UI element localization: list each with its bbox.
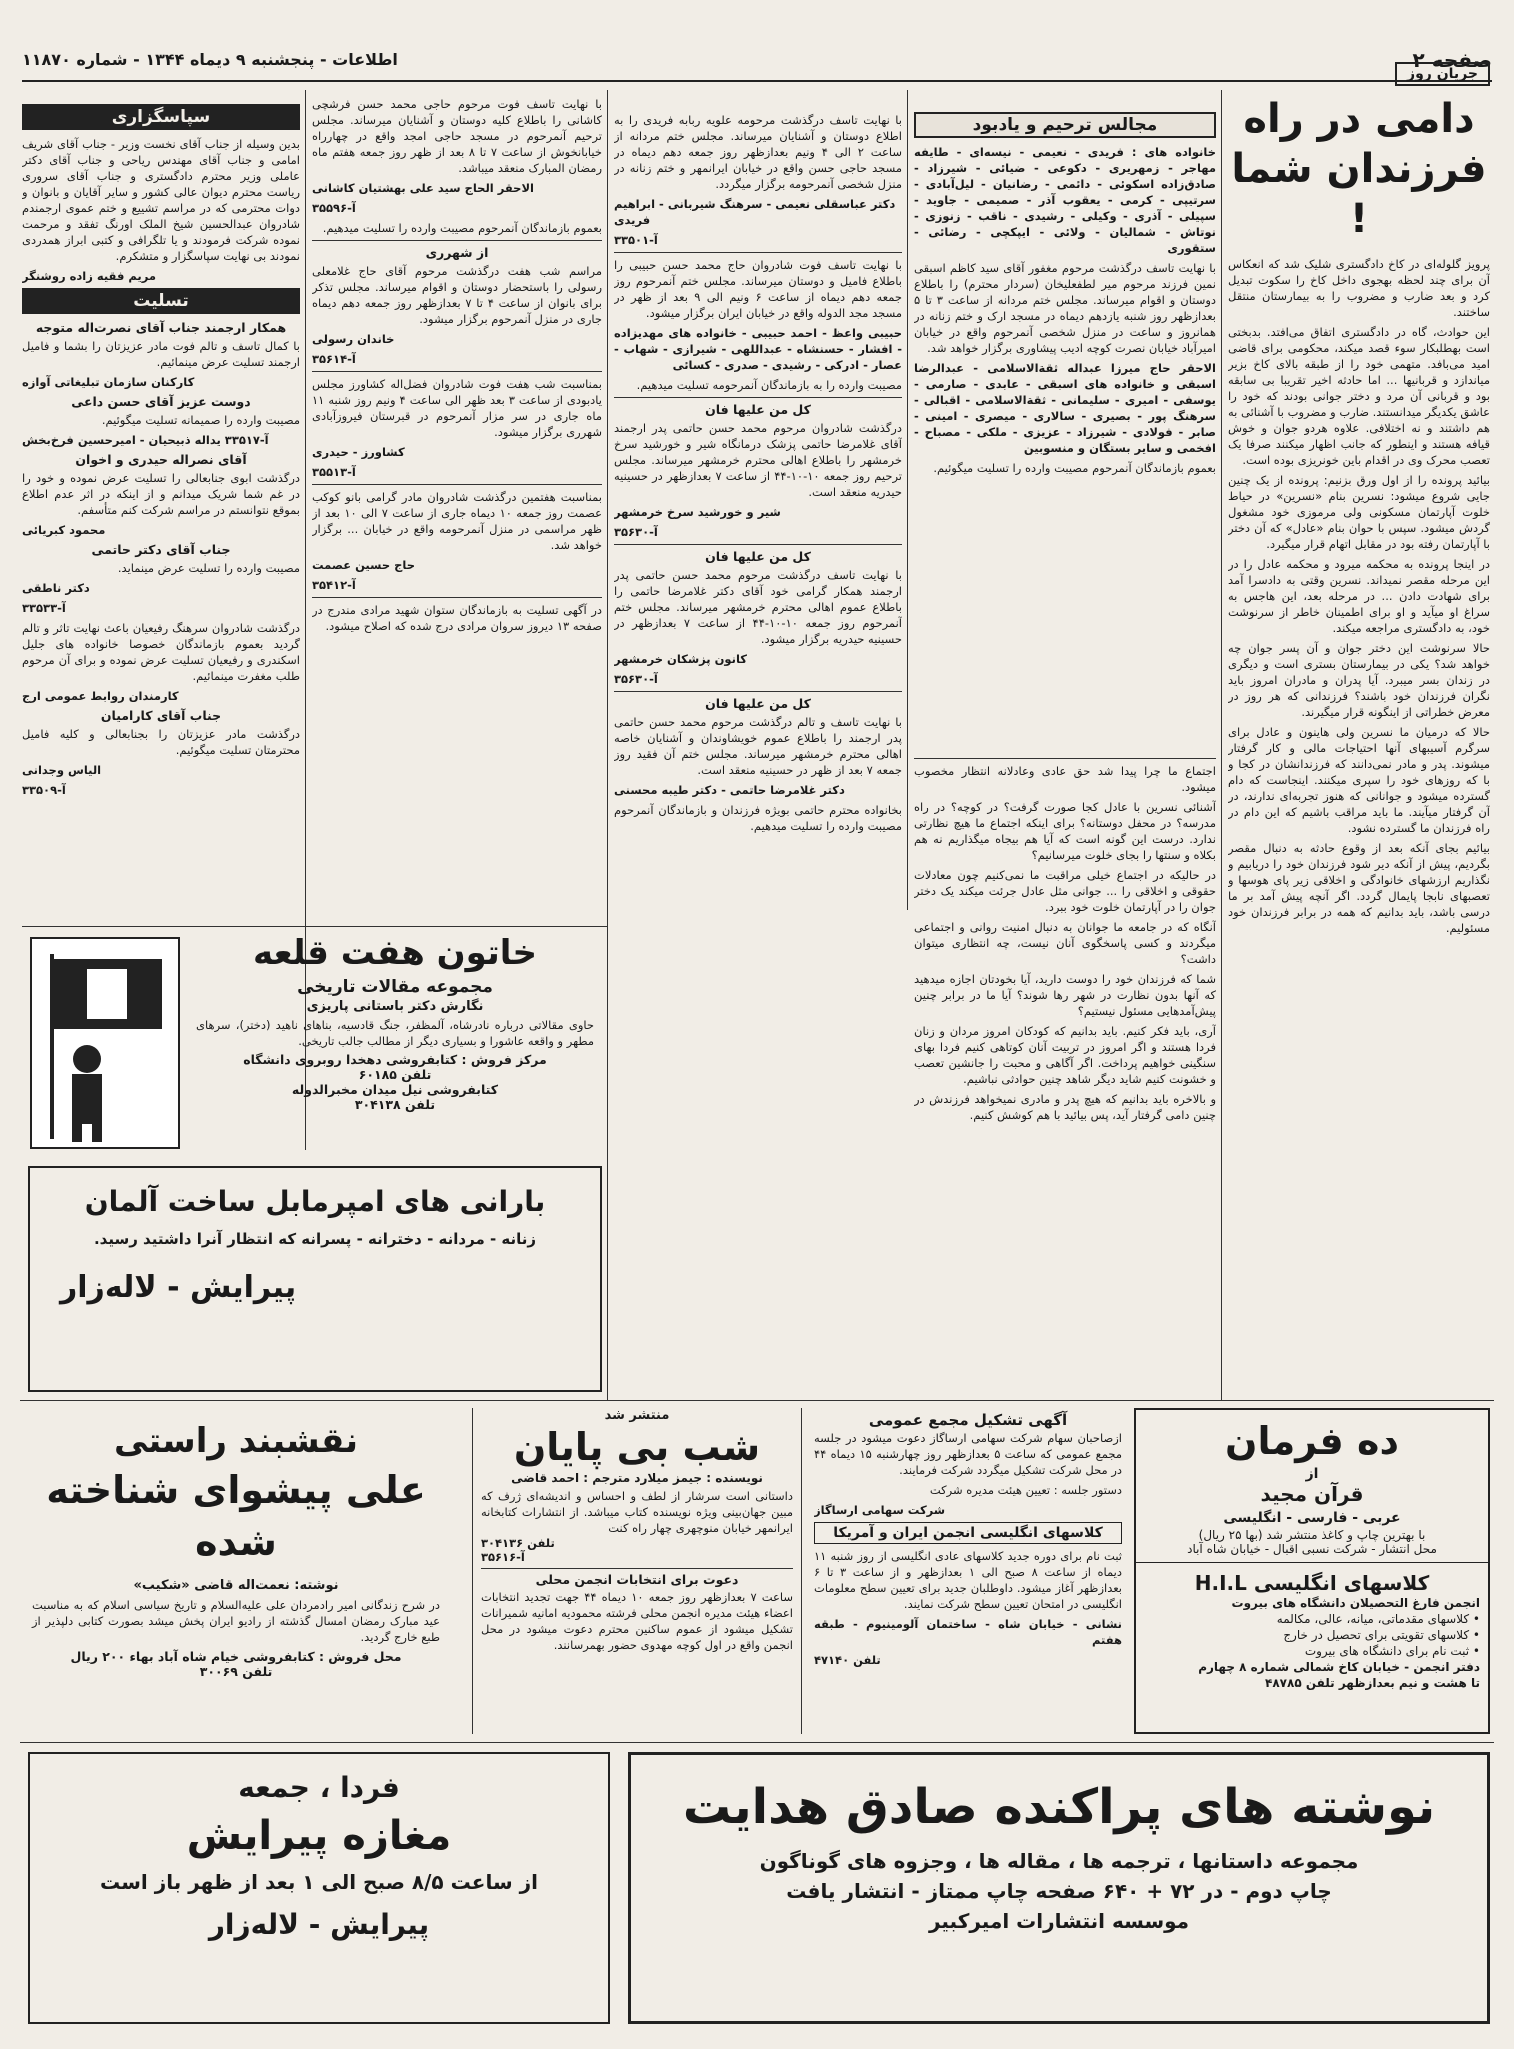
article-paragraph: در حالیکه در اجتماع خیلی مراقبت ما نمی‌کنیم چون معادلات حقوقی و اخلاقی را ... جوانی مثل عادل جرئت میکند یک دختر جوان را در آپارتمان خلوت خود ببرد. xyxy=(914,868,1216,914)
khatun-dist2: کتابفروشی نیل میدان مخبرالدوله xyxy=(291,1082,499,1097)
dahfarman-ad xyxy=(1134,1408,1490,1734)
shab-code: آ-۳۵۶۱۶ xyxy=(481,1550,525,1564)
khatun-author: نگارش دکتر باستانی پاریزی xyxy=(306,999,484,1014)
majma-agenda: دستور جلسه : تعیین هیئت مدیره شرکت xyxy=(929,1483,1122,1497)
column-rule xyxy=(1221,90,1222,1400)
notice-text: بدین وسیله از جناب آقای نخست وزیر - جناب آقای شریف امامی و جناب آقای مهندس ریاحی و جناب آقای دکتر عاملی وزیر محترم دادگستری و جناب آقای سروری ریاست محترم دیوان عالی کشور و سایر آقایان و بانوان و دوات محترمی که در مراسم تشییع و ختم عموی ارجمندم شادروان عبدالحسین شیخ الملک اورنگ تفقد و مرحمت نموده شرکت فرمودند و یا تلگرافی و کتبی ابراز همدردی نمودند بی نهایت سپاسگزار و متشکرم. xyxy=(22,137,300,263)
notice-text: با نهایت تاسف فوت شادروان حاج محمد حسن حبیبی را باطلاع فامیل و دوستان میرساند. مجلس ختم آنمرحوم روز جمعه دهم دیماه از ساعت ۶ ونیم الی ۹ بعد از ظهر در مسجد مجد الدوله واقع در خیابان ایران برگزار میشود. xyxy=(614,258,902,320)
flag-illustration xyxy=(30,937,180,1149)
notice-signature: محمود کبریائی xyxy=(22,523,106,537)
notice-text: درگذشت شادروان سرهنگ رفیعیان باعث نهایت تاثر و تالم گردید بعموم بازماندگان خصوصا خانواده های جلیل اسکندری و رفیعیان تسلیت عرض نموده و برای آن مرحوم طلب مغفرت مینمائیم. xyxy=(22,621,300,683)
hedayat-title: نوشته های پراکنده صادق هدایت xyxy=(682,1779,1436,1835)
hedayat-line: مجموعه داستانها ، ترجمه ها ، مقاله ها ، وجزوه های گوناگون xyxy=(759,1849,1359,1873)
article-paragraph: پرویز گلوله‌ای در کاخ دادگستری شلیک شد که انعکاس آن برای چند لحظه بهجوی داخل کاخ را سکوت تبدیل کرد و بعد ضارب و مضروب را به بیمارستان منتقل ساختند. xyxy=(1228,257,1490,319)
shab-title: شب بی پایان xyxy=(513,1425,761,1469)
notice-heading: دوست عزیز آقای حسن داعی xyxy=(71,394,251,409)
notice-families: حبیبی واعظ - احمد حبیبی - خانواده های مهدیزاده - افشار - حسنشاه - عبداللهی - شیرازی - شهاب - عصار - ادرکی - رشیدی - صدری - کسائی xyxy=(614,326,902,372)
dahfarman-description: با بهترین چاپ و کاغذ منتشر شد (بها ۲۵ ریال) xyxy=(1198,1528,1426,1542)
notice-text: با نهایت تاسف درگذشت مرحوم مغفور آقای سید کاظم اسبقی نمین فرزند مرحوم میر لطفعلیخان (سردار محترم) را باطلاع دوستان و اقوام میرساند. مجلس ختم مردانه از ساعت ۳ تا ۵ بعدازظهر روز شنبه یازدهم دیماه در مسجد ارک و ختم زنانه در همانروز و ساعت در منزل شخصی آنمرحوم واقع در خیابان امیرآباد خیابان نصرت کوچه ادیب پیشاوری برگزار خواهد شد. xyxy=(914,261,1216,355)
notice-heading: آقای نصراله حیدری و اخوان xyxy=(75,452,247,467)
majma-and-classes xyxy=(814,1408,1122,1734)
khatun-text xyxy=(190,931,600,1157)
hedayat-line: چاپ دوم - در ۷۲ + ۶۴۰ صفحه چاپ ممتاز - انتشار یافت xyxy=(786,1879,1332,1903)
notice-code: آ-۳۳۵۰۱ xyxy=(614,233,658,247)
notice-divider xyxy=(614,544,902,545)
classes-address: نشانی - خیابان شاه - ساختمان آلومینیوم - طبقه هفتم xyxy=(814,1617,1122,1647)
farda-shop: مغازه پیرایش xyxy=(186,1813,452,1859)
flag-bearer-icon xyxy=(32,939,178,1147)
shab-pre: منتشر شد xyxy=(604,1408,670,1423)
notice-text: با نهایت تاسف درگذشت مرحومه علویه ربابه فریدی را به اطلاع دوستان و آشنایان میرساند. مجلس ختم مردانه از ساعت ۲ الی ۴ ونیم بعدازظهر روز جمعه دهم دیماه در مسجد حاجی حسن واقع در خیابان ایرانمهر و ختم زنانه در منزل شخصی آنمرحومه برگزار میگردد. xyxy=(614,113,902,191)
ali-phone: تلفن ۳۰۰۶۹ xyxy=(199,1664,273,1679)
notice-signature: دکتر غلامرضا حاتمی - دکتر طیبه محسنی xyxy=(614,783,845,797)
notice-divider xyxy=(312,484,602,485)
dahfarman-distributor: محل انتشار - شرکت نسبی اقبال - خیابان شاه آباد xyxy=(1136,1542,1488,1563)
notice-heading: کل من علیها فان xyxy=(705,696,811,711)
article-paragraph: آشنائی نسرین با عادل کجا صورت گرفت؟ در کوچه؟ در راه مدرسه؟ در محفل دوستانه؟ برای اینکه اجتماع ما هیچ نظارتی ندارد. درست این گونه است که آیا هم بیجاه میگذاریم نه هم بکلاه و سنتها را بجای خلوت میرسانیم؟ xyxy=(914,800,1216,862)
notice-divider xyxy=(614,397,902,398)
hil-details xyxy=(1136,1595,1488,1691)
farda-address: پیرایش - لاله‌زار xyxy=(208,1908,430,1941)
notice-text: بمناسبت هفتمین درگذشت شادروان مادر گرامی بانو کوکب عصمت روز جمعه ۱۰ دیماه جاری از ساعت ۷ الی ۱۰ بعد از ظهر مراسمی در منزل آنمرحومه واقع در خیابان ... برگزار خواهد شد. xyxy=(312,490,602,552)
ali-description: در شرح زندگانی امیر رادمردان علی علیه‌السلام و تاریخ سیاسی اسلام که به مناسبت عید مبارک رمضان امسال گذشته از رادیو ایران پخش میشد بصورت کتابی دلپذیر از طبع خارج گردید. xyxy=(32,1598,440,1644)
notice-signature: کارکنان سازمان تبلیغاتی آوازه xyxy=(22,375,195,389)
anjoman-text: ساعت ۷ بعدازظهر روز جمعه ۱۰ دیماه ۴۴ جهت تجدید انتخابات اعضاء هیئت مدیره انجمن محلی فرشته محمودیه امانیه شمیرانات تشکیل میشود از عموم ساکنین محترم دعوت میشود در محل انجمن واقع در اول کوچه مهدوی حضور بهمرسانند. xyxy=(481,1590,794,1652)
notice-signature: خاندان رسولی xyxy=(312,332,395,346)
notice-code: آ-۳۵۴۱۲ xyxy=(312,578,356,592)
notice-code: آ-۳۳۵۳۳ xyxy=(22,601,66,615)
hil-line: دفتر انجمن - خیابان کاخ شمالی شماره ۸ چهارم xyxy=(1198,1660,1480,1674)
hedayat-publisher: موسسه انتشارات امیرکبیر xyxy=(928,1909,1190,1933)
notice-code: آ-۳۳۵۰۹ xyxy=(22,783,66,797)
classes-title: کلاسهای انگلیسی انجمن ایران و آمریکا xyxy=(814,1522,1122,1544)
page-number: صفحه ۲ xyxy=(1412,48,1492,72)
notice-code: آ-۳۵۶۳۰ xyxy=(614,525,658,539)
sepasgozari-title: سپاسگزاری xyxy=(22,104,300,130)
majales-title: مجالس ترحیم و یادبود xyxy=(914,112,1216,138)
notice-text: درگذشت شادروان مرحوم محمد حسن حاتمی پدر ارجمند آقای غلامرضا حاتمی پزشک درمانگاه شیر و خورشید سرخ خرمشهر را باطلاع اهالی محترم خرمشهر میرساند. مجلس ترحیم روز جمعه ۱۰-۱۰-۴۴ از ساعت ۷ بعدازظهر در حسینیه حیدریه منعقد است. xyxy=(614,421,902,499)
notice-heading: از شهرری xyxy=(425,245,489,260)
dahfarman-title: ده فرمان xyxy=(1225,1419,1399,1463)
notice-signature: کشاورز - حیدری xyxy=(312,445,405,459)
khatun-subtitle: مجموعه مقالات تاریخی xyxy=(297,977,493,997)
notice-text: درگذشت مادر عزیزتان را بجنابعالی و کلیه فامیل محترمتان تسلیت میگوئیم. xyxy=(22,727,300,757)
notice-divider xyxy=(312,240,602,241)
notice-footer: بعموم بازماندگان آنمرحوم مصیبت وارده را تسلیت میگوئیم. xyxy=(933,461,1216,475)
dahfarman-langs: عربی - فارسی - انگلیسی xyxy=(1223,1510,1401,1526)
shab-description: داستانی است سرشار از لطف و احساس و اندیشه‌ای ژرف که مبین جهان‌بینی ویژه نویسنده کتاب میباشد. از انتشارات کتابخانه ایرانمهر خیابان منوچهری چهار راه کنت xyxy=(481,1489,793,1535)
article-continuation xyxy=(914,758,1216,1398)
notice-text: با نهایت تاسف و تالم درگذشت مرحوم محمد حسن حاتمی پدر ارجمند را باطلاع عموم خویشاوندان و آشنایان خاصه اهالی محترم خرمشهر میرساند. مجلس ختم آن فقید روز جمعه ۷ بعد از ظهر در حسینیه منعقد است. xyxy=(614,715,902,777)
notice-heading: کل من علیها فان xyxy=(705,549,811,564)
notice-signature: الاحقر حاج میرزا عبداله ثقةالاسلامی - عبدالرضا اسبقی و خانواده های اسبقی - عابدی - صارمی - یوسفی - امیری - سلیمانی - ثقةالاسلامی - اقبالی - سرهنگ پور - بصیری - سالاری - میصری - امینی - صابر - فولادی - شیرزاد - عزیزی - ملکی - مصباح - افخمی و سایر بستگان و منسوبین xyxy=(914,361,1216,455)
dahfarman-book: قرآن مجید xyxy=(1260,1482,1364,1506)
majales-column xyxy=(914,112,1216,752)
hil-title: کلاسهای انگلیسی H.I.L xyxy=(1194,1571,1430,1595)
farda-hours: از ساعت ۸/۵ صبح الی ۱ بعد از ظهر باز است xyxy=(100,1870,538,1894)
notice-divider xyxy=(312,597,602,598)
barani-ad xyxy=(28,1166,602,1392)
article-paragraph: در اینجا پرونده به محکمه میرود و محکمه عادل را در این مرحله مقصر نمیداند. نسرین وقتی به دادسرا آمد برای شهادت دادن ... در مرحله بعد، این هاجس به سراغ او میآید و او برای اطمینان خاطر از سرنوشت خود، به دادگستری مراجعه میکند. xyxy=(1228,557,1490,635)
article-paragraph: حالا سرنوشت این دختر جوان و آن پسر جوان چه خواهد شد؟ یکی در بیمارستان بستری است و دیگری در زندان بسر میبرد. آیا پدران و مادران امروز باید نگران فرزندان خود باشند؟ فرزندانی که هر روز در معرض خطراتی از اینگونه قرار میگیرند. xyxy=(1228,641,1490,719)
barani-title: بارانی های امپرمابل ساخت آلمان xyxy=(84,1185,546,1218)
notice-signature: حاج حسین عصمت xyxy=(312,558,416,572)
shab-credits: نویسنده : جیمز میلارد مترجم : احمد قاضی xyxy=(511,1471,763,1485)
khatun-title: خاتون هفت قلعه xyxy=(252,933,538,973)
khatun-phone1: تلفن ۶۰۱۸۵ xyxy=(358,1067,432,1082)
notice-families: خانواده های : فریدی - نعیمی - نیسه‌ای - طایفه مهاجر - زمهریری - دکوعی - ضیائی - شیرزاد - صادق‌زاده اسکوئی - دائمی - رضانیان - لیل‌آبادی - سرتیپی - کرمی - یعقوب آذر - صمیمی - جاوید - سپیلی - آذری - وکیلی - رشیدی - ناقب - زنوزی - نوتاش - شمالیان - ولائی - ایپکچی - رضائی - ستقوری xyxy=(914,145,1216,255)
notice-signature: دکتر عباسقلی نعیمی - سرهنگ شیربانی - ابراهیم فریدی xyxy=(614,197,896,227)
notice-heading: کل من علیها فان xyxy=(705,402,811,417)
ali-book-ad xyxy=(22,1408,450,1734)
notice-divider xyxy=(614,691,902,692)
notice-signature: الیاس وجدانی xyxy=(22,763,102,777)
hil-line: تا هشت و نیم بعدازظهر تلفن ۴۸۷۸۵ xyxy=(1265,1676,1480,1690)
article-paragraph: اجتماع ما چرا پیدا شد حق عادی وعادلانه انتظار مخصوب میشود. xyxy=(914,764,1216,794)
notice-text: مراسم شب هفت درگذشت مرحوم آقای حاج غلامعلی رسولی را باستحضار دوستان و اقوام میرساند. مجلس تذکر برای بانوان از ساعت ۴ تا ۷ بعدازظهر روز جمعه دهم دیماه جاری در منزل آنمرحوم برگزار میشود. xyxy=(312,264,602,326)
notice-text: مصیبت وارده را تسلیت عرض مینماید. xyxy=(117,561,300,575)
pirayesh-ad xyxy=(28,1752,610,2024)
jaryan-ruz-kicker: جریان روز xyxy=(1395,62,1490,86)
notice-heading: همکار ارجمند جناب آقای نصرت‌اله متوجه xyxy=(35,320,287,335)
barani-subtitle: زنانه - مردانه - دخترانه - پسرانه که انتظار آنرا داشتید رسید. xyxy=(93,1230,537,1248)
notice-text: بمناسبت شب هفت فوت شادروان فضل‌اله کشاورز مجلس یادبودی از ساعت ۳ بعد ظهر الی ساعت ۴ ونیم روز شنبه ۱۱ ماه جاری در سر مزار آنمرحوم در قبرستان فیروزآبادی شهرری برگزار میشود. xyxy=(312,377,602,439)
notice-text: با کمال تاسف و تالم فوت مادر عزیزتان را بشما و فامیل ارجمند تسلیت عرض مینمائیم. xyxy=(22,339,300,369)
section-rule xyxy=(20,1742,1494,1743)
notice-footer: بخانواده محترم حاتمی بویژه فرزندان و بازماندگان آنمرحوم مصیبت وارده را تسلیت میدهیم. xyxy=(614,803,902,833)
article-paragraph: و بالاخره باید بدانیم که هیچ پدر و مادری نمیخواهد فرزندش در چنین دامی گرفتار آید، پس بیائید با هم کوشش کنیم. xyxy=(914,1092,1216,1122)
hil-line: انجمن فارغ التحصیلان دانشگاه های بیروت xyxy=(1231,1596,1480,1610)
notices-column xyxy=(614,112,902,1397)
hedayat-ad xyxy=(628,1752,1490,2024)
majma-title: آگهی تشکیل مجمع عمومی xyxy=(868,1411,1068,1429)
article-paragraph: بیائید پرونده را از اول ورق بزنیم: پرونده از یک چنین جایی شروع میشود: نسرین بنام «نسرین» در حیاط خلوت آپارتمان مسکونی ولی مرموزی خود مشغول گردش میشود. سپس با حوان بنام «عادل» که آن دختر با آپارتمان رفته بود در مقابل اتهام قرار میگیرد. xyxy=(1228,473,1490,551)
tasliat-column xyxy=(22,104,300,924)
notice-heading: جناب آقای کارامیان xyxy=(100,708,222,723)
article-paragraph: شما که فرزندان خود را دوست دارید، آیا بخودتان اجازه میدهید که آنها بدون نظارت در شهر رها شوند؟ آیا ما در برابر چنین پیش‌آمدهایی مسئول نیستیم؟ xyxy=(914,972,1216,1018)
notice-text: مصیبت وارده را صمیمانه تسلیت میگوئیم. xyxy=(101,413,300,427)
notice-signature: کارمندان روابط عمومی ارج xyxy=(22,689,179,703)
column-rule xyxy=(607,90,608,1400)
tasliat-title: تسلیت xyxy=(22,288,300,314)
notice-code: آ-۳۵۶۱۴ xyxy=(312,352,356,366)
classes-text: ثبت نام برای دوره جدید کلاسهای عادی انگلیسی از روز شنبه ۱۱ دیماه از ساعت ۸ صبح الی ۱ بعدازظهر و از ساعت ۳ تا ۶ بعدازظهر آغاز میشود. داوطلبان جدید برای تعیین سطح معلومات انگلیسی در امتحان تعیین سطح شرکت نمایند. xyxy=(814,1549,1122,1611)
notice-code: آ-۳۵۵۹۶ xyxy=(312,201,356,215)
notice-code: آ-۳۵۵۱۳ xyxy=(312,465,356,479)
correction-notice: در آگهی تسلیت به بازماندگان ستوان شهید مرادی مندرج در صفحه ۱۳ دیروز سروان مرادی درج شده که اصلاح میشود. xyxy=(312,603,602,633)
notice-heading: جناب آقای دکتر حاتمی xyxy=(91,542,231,557)
ali-title: علی پیشوای شناخته شده xyxy=(46,1468,426,1564)
notice-signature: مریم فقیه زاده روشنگر xyxy=(22,269,156,283)
classes-phone: تلفن ۴۷۱۴۰ xyxy=(814,1653,881,1667)
notice-signature: کانون پزشکان خرمشهر xyxy=(614,652,747,666)
article-paragraph: این حوادث، گاه در دادگستری اتفاق می‌افتد. بدبختی است بهطلبکار سوء قصد میکند، محکومی برای قاضی امید می‌بافد. متهمی خود را از طبقه بالای کاخ بزیر میاندازد و قربانیها ... اما حادثه اخیر تقریبا بی سابقه بود و قربانی آن مرد و دختر جوانی بودند که خود را عاشق یکدیگر میدانستند. ضارب و مضروب با آشنائی به هم داشتند و نه اختلافی. علاوه هردو جوان و خوش قیافه هستند و اینطور که جانب اظهار میکنند صرفا یک تعصب محرک وی در اقدام باین خونریزی بوده است. xyxy=(1228,325,1490,467)
notice-text: با نهایت تاسف فوت مرحوم حاجی محمد حسن فرشچی کاشانی را باطلاع کلیه دوستان و آشنایان میرساند. مجلس ترحیم آنمرحوم در مسجد حاجی امجد واقع در چهارراه خیابانخوش از ساعت ۷ تا ۸ بعد از ظهر روز جمعه هفتم ماه رمضان المبارک منعقد میباشد. xyxy=(312,97,602,175)
farda-line: فردا ، جمعه xyxy=(238,1771,400,1804)
khatun-phone2: تلفن ۳۰۴۱۳۸ xyxy=(354,1097,436,1112)
notice-signature: شیر و خورشید سرخ خرمشهر xyxy=(614,505,781,519)
hil-line: • کلاسهای تقویتی برای تحصیل در خارج xyxy=(1283,1628,1480,1642)
notice-signature: دکتر ناطقی xyxy=(22,581,90,595)
article-paragraph: بیائیم بجای آنکه بعد از وقوع حادثه به دنبال مقصر بگردیم، پیش از آنکه دیر شود فرزندان خود را دریابیم و نگذاریم ارزشهای خانوادگی و اخلاقی زیر پای هوسها و تعصبهای نابجا پایمال گردد. اگر آنچه پیش آمد بر ما درسی باشد، باید بدانیم که همه در برابر فرزندان خود مسئولیم. xyxy=(1228,841,1490,935)
issue-info: اطلاعات - پنجشنبه ۹ دیماه ۱۳۴۴ - شماره ۱۱۸۷۰ xyxy=(22,50,398,69)
notice-signature: الاحقر الحاج سید علی بهشتیان کاشانی xyxy=(312,181,534,195)
jaryan-ruz-column xyxy=(1228,62,1490,1397)
notice-divider xyxy=(614,252,902,253)
notice-footer: مصیبت وارده را به بازماندگان آنمرحومه تسلیت میدهیم. xyxy=(636,378,902,392)
naqshband-top: نقشبند راستی xyxy=(113,1421,358,1461)
section-rule xyxy=(20,1400,1494,1401)
notice-footer: بعموم بازماندگان آنمرحوم مصیبت وارده را تسلیت میدهیم. xyxy=(322,221,602,235)
article-paragraph: آنگاه که در جامعه ما جوانان به دنبال امنیت روانی و اجتماعی میگردند و کسی پاسخگوی آنان نیست، چه انتظاری میتوان داشت؟ xyxy=(914,920,1216,966)
ali-author: نوشته: نعمت‌اله قاضی «شکیب» xyxy=(133,1578,339,1593)
shab-phone: تلفن ۳۰۴۱۳۶ xyxy=(481,1536,555,1550)
hil-line: • کلاسهای مقدماتی، میانه، عالی، مکالمه xyxy=(1276,1612,1480,1626)
notice-code: آ-۳۵۶۳۰ xyxy=(614,672,658,686)
notices-column-2 xyxy=(312,96,602,916)
notice-text: با نهایت تاسف درگذشت مرحوم محمد حسن حاتمی پدر ارجمند همکار گرامی خود آقای دکتر غلامرضا حاتمی را باطلاع عموم اهالی محترم خرمشهر میرساند. مجلس ختم آنمرحوم روز جمعه ۱۰-۱۰-۴۴ از ساعت ۷ بعدازظهر در حسینیه حیدریه برگزار میشود. xyxy=(614,568,902,646)
article-paragraph: حالا که درمیان ما نسرین ولی هاینون و عادل برای سرگرم آسیبهای آنها احتیاجات مالی و کار گرفتار میشوند. پدر و مادر نمی‌دانند که فرزندانشان در کجا و با که روزهای خود را سپری میکنند. اینجاست که دام گسترده میشود و جوانانی که هنوز تجربه‌ای ندارند، در آن گرفتار میآیند. ما باید مراقب باشیم که این دام در راه فرزندان ما گسترده نشود. xyxy=(1228,725,1490,835)
khatun-ad xyxy=(22,926,608,1158)
hil-line: • ثبت نام برای دانشگاه های بیروت xyxy=(1304,1644,1480,1658)
dahfarman-from: از xyxy=(1305,1466,1319,1482)
khatun-description: حاوی مقالاتی درباره نادرشاه، آلمظفر، جنگ قادسیه، بناهای ناهید (دختر)، سرهای مطهر و واقعه عاشورا و بسیاری دیگر از مطالب جالب تاریخی. xyxy=(196,1018,594,1048)
majma-text: ازصاحبان سهام شرکت سهامی ارساگاز دعوت میشود در جلسه مجمع عمومی که ساعت ۵ بعدازظهر روز چهارشنبه ۱۵ دیماه ۴۴ در محل شرکت تشکیل میگردد شرکت فرمایند. xyxy=(814,1431,1122,1477)
article-paragraph: آری، باید فکر کنیم. باید بدانیم که کودکان امروز مردان و زنان فردا هستند و اگر امروز در تربیت آنان کوتاهی کنیم فردا بهای سنگینی خواهیم پرداخت. اگر آگاهی و محبت را جانشین تعصب و خشونت کنیم شاید دیگر شاهد چنین حوادثی نباشیم. xyxy=(914,1024,1216,1086)
khatun-dist1: مرکز فروش : کتابفروشی دهخدا روبروی دانشگاه xyxy=(243,1052,547,1067)
ali-distributor: محل فروش : کتابفروشی خیام شاه آباد بهاء ۲۰۰ ریال xyxy=(70,1649,402,1664)
majma-signature: شرکت سهامی ارساگاز xyxy=(814,1503,946,1517)
notice-text: درگذشت ابوی جنابعالی را تسلیت عرض نموده و خود را در غم شما شریک میدانم و از اینکه در اثر عدم اطلاع بموقع نتوانستم در مراسم شرکت کنم متأسفم. xyxy=(22,471,300,517)
jaryan-ruz-title: دامی در راه فرزندان شما ! xyxy=(1231,96,1487,242)
notice-divider xyxy=(312,371,602,372)
barani-shop: پیرایش - لاله‌زار xyxy=(60,1270,297,1305)
notice-signature: آ-۳۳۵۱۷ یداله ذبیحیان - امیرحسین فرخ‌بخش xyxy=(22,433,269,447)
shab-ad xyxy=(472,1408,802,1734)
anjoman-title: دعوت برای انتخابات انجمن محلی xyxy=(481,1568,793,1587)
column-rule xyxy=(907,90,908,910)
